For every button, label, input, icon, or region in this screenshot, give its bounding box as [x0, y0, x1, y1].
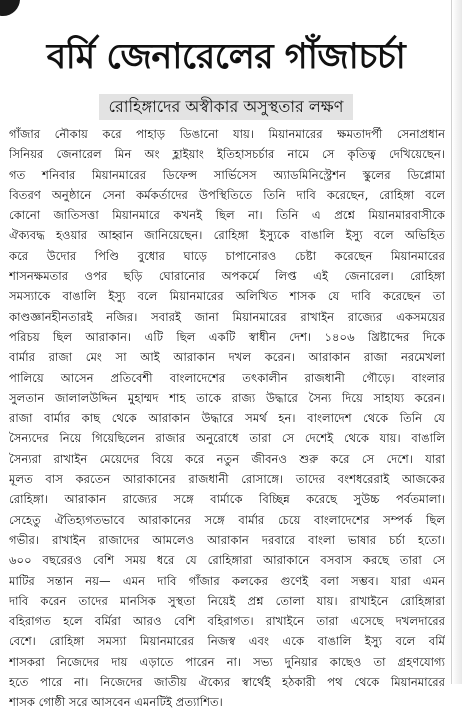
article-headline: বর্মি জেনারেলের গাঁজাচর্চা: [46, 37, 406, 77]
article-text-line: মূলত বাস করতেন আরাকানের রাজধানী রোসাঙ্গে। তাদের বংশধরেরাই আজকের: [9, 472, 445, 487]
subheadline-container: [0, 94, 452, 120]
article-text-line: পালিয়ে আসেন প্রতিবেশী বাংলাদেশের তৎকালীন রাজধানী গৌড়ে। বাংলার: [9, 370, 445, 385]
article-text-line: শাসকরা নিজেদের দায় এড়াতে পারেন না। সভ্য দুনিয়ার কাছেও তা গ্রহণযোগ্য: [9, 654, 445, 669]
page-edge-strip: [451, 0, 462, 684]
article-text-line: সমস্যাকে বাঙালি ইস্যু বলে মিয়ানমারের অলিখিত শাসক যে দাবি করেছেন তা: [9, 289, 445, 304]
article-text-line: মাটির সন্তান নয়— এমন দাবি গাঁজার কলকের গুণেই বলা সম্ভব। যারা এমন: [9, 573, 445, 588]
article-text-line: ঐক্যবদ্ধ হওয়ার আহ্বান জানিয়েছেন। রোহিঙ্গা ইস্যুকে বাঙালি ইস্যু বলে অভিহিত: [9, 228, 445, 243]
article-subheadline: রোহিঙ্গাদের অস্বীকার অসুস্থতার লক্ষণ: [99, 94, 354, 120]
article-text-line: সুলতান জালালউদ্দিন মুহাম্মদ শাহ তাকে রাজ্য উদ্ধারে সৈন্য দিয়ে সাহায্য করেন।: [9, 390, 445, 405]
article-text-line: বিতরণ অনুষ্ঠানে সেনা কর্মকর্তাদের উপস্থিতিতে তিনি দাবি করেছেন, রোহিঙ্গা বলে: [9, 187, 445, 202]
article-text-line: কাণ্ডজ্ঞানহীনতারই নজির। সবারই জানা মিয়ানমারের রাখাইন রাজ্যের একসময়ের: [9, 309, 445, 324]
article-text-line: সেহেতু ঐতিহ্যগতভাবে আরাকানের সঙ্গে বার্মার চেয়ে বাংলাদেশের সম্পর্ক ছিল: [9, 512, 445, 527]
article-text-line: কোনো জাতিসত্তা মিয়ানমারে কখনই ছিল না। তিনি এ প্রশ্নে মিয়ানমারবাসীকে: [9, 208, 445, 223]
article-text-line: বহিরাগত হলে বর্মিরা আরও বেশি বহিরাগত। রাখাইনে তারা এসেছে দখলদারের: [9, 614, 445, 629]
article-text-line: রাজা বার্মার কাছ থেকে আরাকান উদ্ধারে সমর্থ হন। বাংলাদেশ থেকে তিনি যে: [9, 411, 445, 426]
article-text-line: সৈন্যরা রাখাইন মেয়েদের বিয়ে করে নতুন জীবনও শুরু করে সে দেশে। যারা: [9, 451, 445, 466]
article-text-line: সিনিয়র জেনারেল মিন অং হ্লাইয়াং ইতিহাসচর্চার নামে সে কৃতিত্ব দেখিয়েছেন।: [9, 147, 445, 162]
article-text-line: গাঁজার নৌকায় করে পাহাড় ডিঙানো যায়। মিয়ানমারের ক্ষমতাদর্পী সেনাপ্রধান: [9, 127, 445, 141]
article-text-line: রোহিঙ্গা। আরাকান রাজ্যের সঙ্গে বার্মাকে বিচ্ছিন্ন করেছে সুউচ্চ পর্বতমালা।: [9, 492, 445, 507]
article-text-line: গভীর। রাখাইন রাজাদের আমলেও আরাকান দরবারে বাংলা ভাষার চর্চা হতো।: [9, 532, 445, 547]
logo-corner-mark: [0, 0, 20, 16]
article-text-line: বেশে। রোহিঙ্গা সমস্যা মিয়ানমারের নিজস্ব এবং একে বাঙালি ইস্যু বলে বর্মি: [9, 634, 445, 649]
article-body: [9, 124, 445, 713]
article-text-line: গত শনিবার মিয়ানমারের ডিফেন্স সার্ভিসেস অ্যাডমিনিস্ট্রেশন স্কুলের ডিপ্লোমা: [9, 167, 445, 182]
article-text-line: সৈন্যদের নিয়ে গিয়েছিলেন রাজার অনুরোধে তারা সে দেশেই থেকে যায়। বাঙালি: [9, 431, 445, 446]
article-text-line: করে উদোর পিণ্ডি বুধোর ঘাড়ে চাপানোরও চেষ্টা করেছেন মিয়ানমারের: [9, 248, 445, 263]
article-text-line: শাসক গোষ্ঠী সরে আসবেন এমনটিই প্রত্যাশিত।: [9, 695, 223, 710]
article-text-line: শাসনক্ষমতার ওপর ছড়ি ঘোরানোর অপকর্মে লিপ্ত এই জেনারেল। রোহিঙ্গা: [9, 269, 445, 284]
article-text-line: দাবি করেন তাদের মানসিক সুস্থতা নিয়েই প্রশ্ন তোলা যায়। রাখাইনে রোহিঙ্গারা: [9, 593, 445, 608]
article-text-line: ৬০০ বছরেরও বেশি সময় ধরে যে রোহিঙ্গারা আরাকানে বসবাস করছে তারা সে: [9, 553, 445, 568]
article-text-line: পরিচয় ছিল আরাকান। এটি ছিল একটি স্বাধীন দেশ। ১৪০৬ খ্রিষ্টাব্দের দিকে: [9, 329, 445, 344]
article-text-line: হতে পারে না। নিজেদের জাতীয় ঐক্যের স্বার্থেই হঠকারী পথ থেকে মিয়ানমারের: [9, 675, 445, 690]
article-text-line: বার্মার রাজা মেং সা আই আরাকান দখল করেন। আরাকান রাজা নরমেখলা: [9, 350, 445, 365]
